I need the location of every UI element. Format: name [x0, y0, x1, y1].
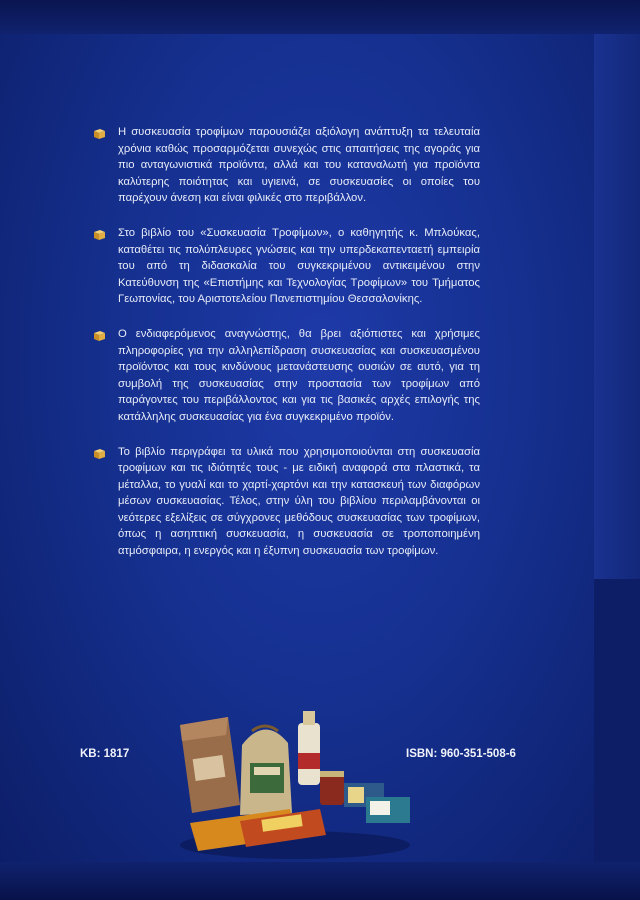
cube-bullet-icon	[92, 229, 106, 241]
paragraph-text: Ο ενδιαφερόμενος αναγνώστης, θα βρει αξιόπιστες και χρήσιμες πληροφορίες για την αλληλεπίδραση συσκευασίας και συσκευασμένου προϊόντος και τους κινδύνους μετανάστευσης ουσιών σε αυτό, για τη συμβολή της συσκευασίας στην προστασία των τροφίμων από παράγοντες του περιβάλλοντος και για τις βασικές αρχές επιλογής της κατάλληλης συσκευασίας για ένα συγκεκριμένο προϊόν.	[118, 327, 480, 423]
food-packages-illustration	[170, 705, 420, 865]
paragraph-4	[92, 444, 480, 560]
cube-bullet-icon	[92, 448, 106, 460]
bottom-band	[0, 862, 640, 900]
paragraph-text: Η συσκευασία τροφίμων παρουσιάζει αξιόλογη ανάπτυξη τα τελευταία χρόνια καθώς προσαρμόζεται συνεχώς στις απαιτήσεις της αγοράς για πιο ανταγωνιστικά προϊόντα, αλλά και του καταναλωτή για προϊόντα καλύτερης ποιότητας και υγιεινά, σε συσκευασίες οι οποίες του παρέχουν άνεση και είναι φιλικές στο περιβάλλον.	[118, 126, 480, 205]
right-panel	[594, 34, 640, 579]
top-band	[0, 0, 640, 34]
paragraph-text: Στο βιβλίο του «Συσκευασία Τροφίμων», ο καθηγητής κ. Μπλούκας, καταθέτει τις πολύπλευρες γνώσεις και την υπερδεκαπενταετή εμπειρία του από τη διδασκαλία του συγκεκριμένου αντικειμένου στην Κατεύθυνση της «Επιστήμης και Τεχνολογίας Τροφίμων» του Τμήματος Γεωπονίας, του Αριστοτελείου Πανεπιστημίου Θεσσαλονίκης.	[118, 226, 480, 306]
cube-bullet-icon	[92, 128, 106, 140]
right-panel-lower	[594, 579, 640, 862]
paragraph-text: Το βιβλίο περιγράφει τα υλικά που χρησιμοποιούνται στη συσκευασία τροφίμων και τις ιδιότητές τους - με ειδική αναφορά στα πλαστικά, τα μέταλλα, το γυαλί και το χαρτί-χαρτόνι και την κατασκευή των διαφόρων μέσων συσκευασίας. Τέλος, στην ύλη του βιβλίου περιλαμβάνονται οι νεότερες εξελίξεις σε σύγχρονες μεθόδους συσκευασίας των τροφίμων, όπως η ασηπτική συσκευασία, η συσκευασία σε τροποποιημένη ατμόσφαιρα, η ενεργός και η έξυπνη συσκευασία των τροφίμων.	[118, 445, 480, 558]
paragraph-2	[92, 225, 480, 308]
kb-code: KB: 1817	[80, 748, 130, 760]
description-column	[92, 124, 480, 576]
paragraph-1	[92, 124, 480, 207]
isbn: ISBN: 960-351-508-6	[406, 748, 516, 760]
cube-bullet-icon	[92, 330, 106, 342]
paragraph-3	[92, 326, 480, 426]
